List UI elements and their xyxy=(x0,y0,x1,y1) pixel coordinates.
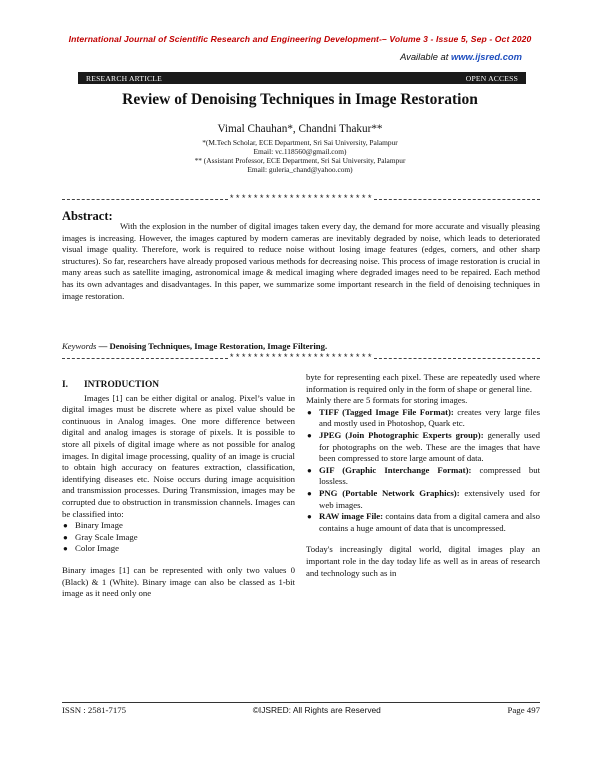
separator-dash-right xyxy=(374,358,540,359)
intro-paragraph-2: Binary images [1] can be represented with only two values 0 (Black) & 1 (White). Binary image can also be classed as 1-bit image as it need only one xyxy=(62,564,295,599)
list-item xyxy=(62,520,295,532)
bullet-icon: ● xyxy=(307,465,312,475)
list-item-text: Color Image xyxy=(75,543,119,554)
list-item-text: Gray Scale Image xyxy=(75,531,138,542)
format-description: compressed but lossless. xyxy=(319,464,540,487)
separator-bottom xyxy=(62,352,540,364)
format-description: extensively used for web images. xyxy=(319,487,540,510)
separator-stars: ************************ xyxy=(228,194,374,204)
footer-page-number: Page 497 xyxy=(507,705,540,715)
keywords-text: — Denoising Techniques, Image Restoration, Image Filtering. xyxy=(96,341,328,351)
paper-authors: Vimal Chauhan*, Chandni Thakur** xyxy=(217,123,383,135)
available-prefix: Available at xyxy=(400,51,451,62)
list-item xyxy=(62,543,295,555)
article-type-label: RESEARCH ARTICLE xyxy=(86,73,162,83)
format-description: generally used for photographs on the web. These are the images that have been compressed to store large amount of data. xyxy=(319,429,540,464)
affiliation-email-2: Email: guleria_chand@yahoo.com) xyxy=(247,165,353,174)
journal-url-link[interactable]: www.ijsred.com xyxy=(450,51,522,62)
format-name: GIF (Graphic Interchange Format): xyxy=(319,464,472,475)
affiliation-email-1: Email: vc.118560@gmail.com) xyxy=(253,147,347,156)
format-name: PNG (Portable Network Graphics): xyxy=(319,487,460,498)
format-description: creates very large files and mostly used in Photoshop, Quark etc. xyxy=(319,406,540,429)
formats-intro: Mainly there are 5 formats for storing images. xyxy=(306,395,468,406)
access-type-label: OPEN ACCESS xyxy=(465,73,518,83)
abstract-text: With the explosion in the number of digital images taken every day, the demand for more accurate and visually pleasing images is increasing. However, the images captured by modern cameras are inevitably degraded by noise, which leads to deteriorated visual image quality. Therefore, work is required to reduce noise without losing image features (edges, corners, and other sharp structures). So far, researchers have already proposed various methods for decreasing noise. This process of image restoration is crucial in many areas such as satellite imaging, astronomical image & medical imaging where degraded images need to be repaired. Each method has its own advantages and disadvantages. In this paper, we summarize some important research in the field of denoising techniques in image restoration. xyxy=(62,221,540,301)
separator-top xyxy=(62,193,540,205)
list-item xyxy=(62,532,295,544)
article-header-bar xyxy=(78,72,526,84)
page-footer xyxy=(62,705,540,715)
list-item xyxy=(306,511,540,534)
list-item xyxy=(306,430,540,465)
list-item-text: Binary Image xyxy=(75,520,123,531)
keywords-label: Keywords xyxy=(62,341,97,351)
list-item xyxy=(306,407,540,430)
image-classes-list xyxy=(62,520,295,555)
bullet-icon: ● xyxy=(63,521,68,531)
bullet-icon: ● xyxy=(63,532,68,542)
affiliation-line-2: ** (Assistant Professor, ECE Department, Sri Sai University, Palampur xyxy=(194,156,406,165)
abstract-heading: Abstract: xyxy=(62,209,113,223)
footer-rights: ©IJSRED: All Rights are Reserved xyxy=(252,705,381,715)
section-heading-introduction xyxy=(62,380,295,392)
bullet-icon: ● xyxy=(307,488,312,498)
right-paragraph-2: Today's increasingly digital world, digital images play an important role in the day today life as well as in areas of research and technology such as in xyxy=(306,544,540,578)
separator-dash-right xyxy=(374,199,540,200)
section-number: I. xyxy=(62,380,68,390)
format-description: contains data from a digital camera and also contains a huge amount of data that is uncompressed. xyxy=(319,511,541,533)
separator-dash-left xyxy=(62,358,228,359)
list-item xyxy=(306,465,540,488)
format-name: JPEG (Join Photographic Experts group): xyxy=(319,429,484,440)
footer-issn: ISSN : 2581-7175 xyxy=(62,705,127,715)
bullet-icon: ● xyxy=(307,430,312,440)
footer-divider xyxy=(62,702,540,703)
bullet-icon: ● xyxy=(63,544,68,554)
intro-paragraph-1: Images [1] can be either digital or analog. Pixel’s value in digital images must be discrete where as pixel value should be continuous in Analog images. One more difference between digital and analog images is storage of pixels. It is possible to store all pixels of digital image where as not possible for analog images. In digital image processing, quality of an image is crucial to obtain high accuracy on features extraction, classification, identifying diseases etc. Noise occurs during image acquisition and transmission processes. During Transmission, images may be corrupted due to obstruction in transmission channels. Images can be classified into: xyxy=(62,392,295,519)
separator-dash-left xyxy=(62,199,228,200)
image-formats-list xyxy=(306,407,540,535)
format-name: TIFF (Tagged Image File Format): xyxy=(319,406,454,417)
affiliation-line-1: *(M.Tech Scholar, ECE Department, Sri Sai University, Palampur xyxy=(202,138,398,147)
left-column xyxy=(62,372,295,600)
bullet-icon: ● xyxy=(307,512,312,522)
keywords-line xyxy=(62,341,540,351)
separator-stars: ************************ xyxy=(228,353,374,363)
right-paragraph-1: byte for representing each pixel. These are repeatedly used where information is required only in the form of shape or general line. xyxy=(306,372,540,394)
right-column xyxy=(306,372,540,579)
availability-line xyxy=(400,51,522,62)
list-item xyxy=(306,488,540,511)
journal-title: International Journal of Scientific Research and Engineering Development-– Volume 3 - Issue 5, Sep - Oct 2020 xyxy=(68,34,532,44)
bullet-icon: ● xyxy=(307,407,312,417)
section-title: INTRODUCTION xyxy=(84,380,160,390)
paper-title: Review of Denoising Techniques in Image Restoration xyxy=(122,91,478,108)
format-name: RAW image File: xyxy=(319,511,384,522)
